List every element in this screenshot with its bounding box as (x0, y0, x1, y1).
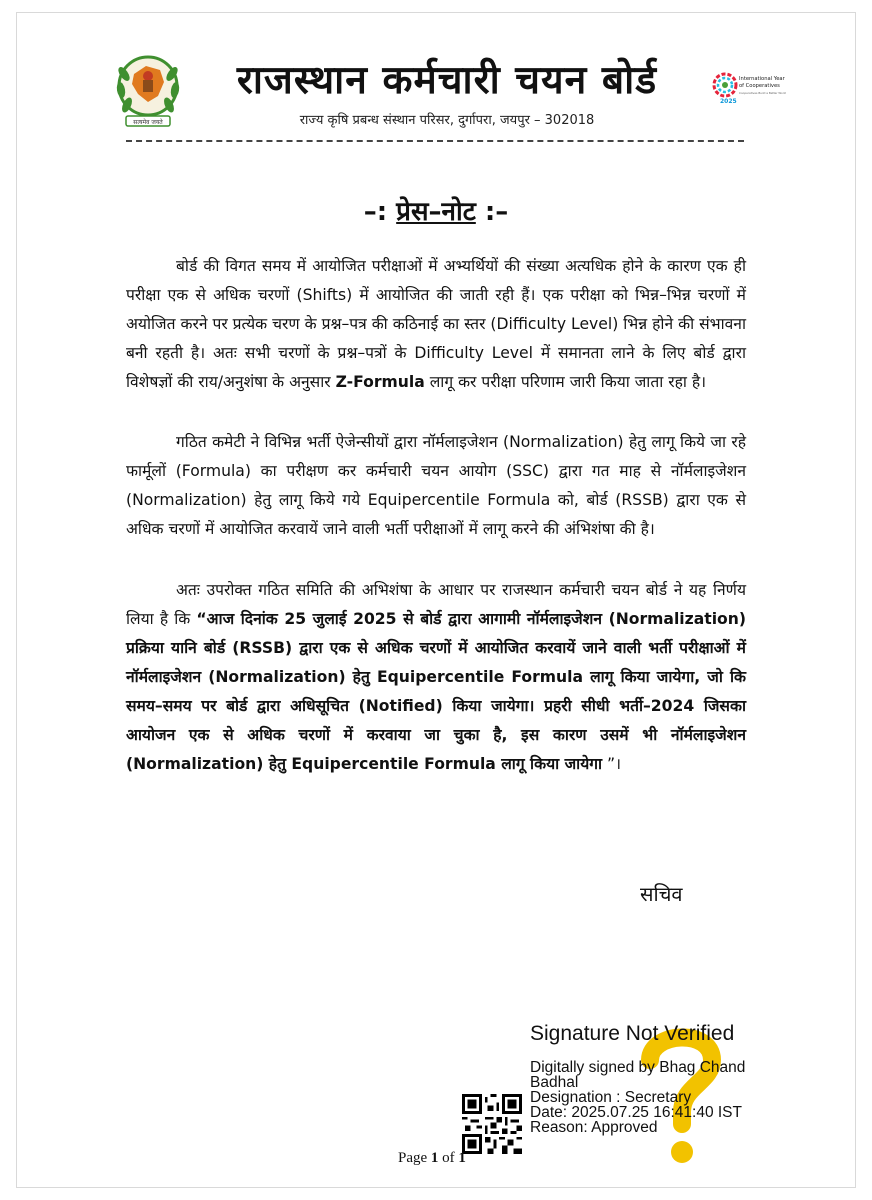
signature-status: Signature Not Verified (530, 1022, 735, 1045)
svg-text:Cooperatives Build a Better Wo: Cooperatives Build a Better World (739, 91, 786, 95)
svg-text:2025: 2025 (720, 98, 737, 105)
signature-name: Badhal (530, 1074, 579, 1091)
signature-signed-by: Digitally signed by Bhag Chand (530, 1059, 746, 1076)
paragraph-1: बोर्ड की विगत समय में आयोजित परीक्षाओं में अभ्यर्थियों की संख्या अत्यधिक होने के कारण एक ही परीक्षा एक से अधिक चरणों (Shifts) में आयोजित की जाती रही हैं। एक परीक्षा को भिन्न–भिन्न चरणों में अयोजित करने पर प्रत्येक चरण के प्रश्न–पत्र की कठिनाई का स्तर (Difficulty Level) भिन्न होने की संभावना बनी रहती है। अतः सभी चरणों के प्रश्न–पत्रों के Difficulty Level में समानता लाने के लिए बोर्ड द्वारा विशेषज्ञों की राय/अनुशंषा के अनुसार Z-Formula लागू कर परीक्षा परिणाम जारी किया जाता रहा है। (126, 257, 746, 391)
qr-code (462, 1094, 522, 1154)
page-number: Page 1 of 1 (398, 1150, 466, 1166)
paragraph-3: अतः उपरोक्त गठित समिति की अभिशंषा के आधार पर राजस्थान कर्मचारी चयन बोर्ड ने यह निर्णय लिया है कि “आज दिनांक 25 जुलाई 2025 से बोर्ड द्वारा आगामी नॉर्मलाइजेशन (Normalization) प्रक्रिया यानि बोर्ड (RSSB) द्वारा एक से अधिक चरणों में आयोजित करवायें जाने वाली भर्ती परीक्षाओं में नॉर्मलाइजेशन (Normalization) हेतु Equipercentile Formula लागू किया जायेगा, जो कि समय–समय पर बोर्ड द्वारा अधिसूचित (Notified) किया जायेगा। प्रहरी सीधी भर्ती–2024 जिसका आयोजन एक से अधिक चरणों में करवाया जा चुका है, इस कारण उसमें भी नॉर्मलाइजेशन (Normalization) हेतु Equipercentile Formula लागू किया जायेगा ”। (126, 581, 746, 773)
press-note-title: –: प्रेस–नोट :– (363, 197, 509, 227)
paragraph-2: गठित कमेटी ने विभिन्न भर्ती ऐजेन्सीयों द्वारा नॉर्मलाइजेशन (Normalization) हेतु लागू किये जा रहे फार्मूलों (Formula) का परीक्षण कर कर्मचारी चयन आयोग (SSC) द्वारा गत माह से नॉर्मलाइजेशन (Normalization) हेतु लागू किये गये Equipercentile Formula को, बोर्ड (RSSB) द्वारा एक से अधिक चरणों में आयोजित करवायें जाने वाली भर्ती परीक्षाओं में लागू करने की अंभिशंषा की है। (126, 433, 746, 538)
signature-date: Date: 2025.07.25 16:41:40 IST (530, 1104, 742, 1121)
iyc-2025-logo (712, 70, 786, 106)
svg-text:International Year: International Year (739, 76, 785, 82)
svg-text:of Cooperatives: of Cooperatives (739, 83, 780, 89)
digital-signature-block (530, 1022, 850, 1135)
svg-text:सत्यमेव जयते: सत्यमेव जयते (133, 119, 163, 126)
rssb-emblem-logo (112, 52, 184, 132)
signature-designation: Designation : Secretary (530, 1089, 692, 1106)
signature-reason: Reason: Approved (530, 1119, 658, 1136)
organization-name: राजस्थान कर्मचारी चयन बोर्ड (236, 58, 658, 103)
header-divider (126, 140, 744, 142)
signatory-title: सचिव (640, 882, 683, 906)
organization-address: राज्य कृषि प्रबन्ध संस्थान परिसर, दुर्गापरा, जयपुर – 302018 (299, 113, 595, 128)
